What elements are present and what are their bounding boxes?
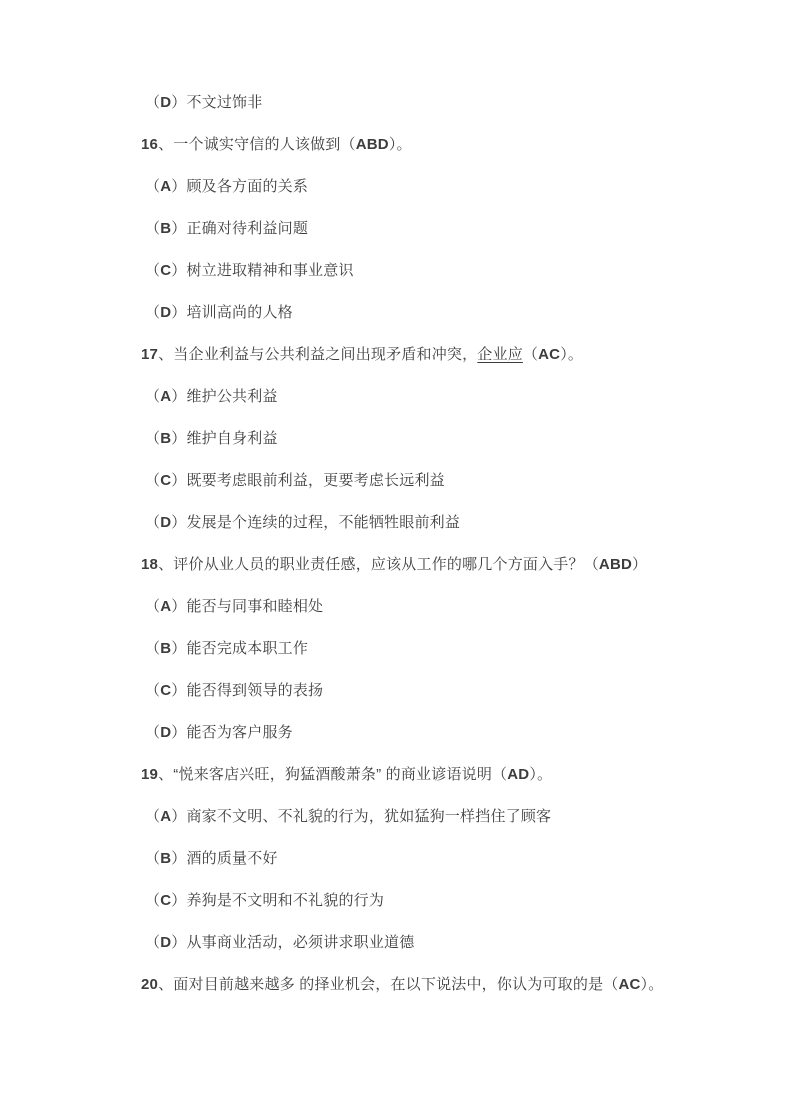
bold-text-segment: ABD — [355, 136, 389, 153]
bold-text-segment: C — [160, 472, 172, 489]
underlined-text-segment: 企业应 — [477, 346, 523, 363]
text-segment: 、“悦来客店兴旺，狗猛酒酸萧条” 的商业谚语说明（ — [158, 766, 508, 783]
text-segment: ）能否为客户服务 — [171, 724, 293, 741]
text-segment: ）既要考虑眼前利益，更要考虑长远利益 — [171, 472, 445, 489]
question-line — [141, 134, 750, 156]
text-segment: （ — [145, 808, 161, 825]
text-segment: （ — [145, 304, 161, 321]
bold-text-segment: D — [160, 724, 172, 741]
bold-text-segment: 18 — [141, 556, 159, 573]
text-segment: ）商家不文明、不礼貌的行为，犹如猛狗一样挡住了顾客 — [171, 808, 552, 825]
bold-text-segment: C — [160, 892, 172, 909]
option-line — [141, 218, 750, 240]
bold-text-segment: A — [160, 178, 172, 195]
text-segment: ）。 — [529, 766, 553, 783]
text-segment: ）顾及各方面的关系 — [171, 178, 309, 195]
option-line — [141, 260, 750, 282]
text-segment: （ — [145, 262, 161, 279]
text-segment: 、当企业利益与公共利益之间出现矛盾和冲突， — [158, 346, 478, 363]
bold-text-segment: A — [160, 388, 172, 405]
bold-text-segment: 16 — [141, 136, 159, 153]
text-segment: （ — [145, 178, 161, 195]
text-segment: 、面对目前越来越多 的择业机会，在以下说法中，你认为可取的是（ — [158, 976, 619, 993]
option-line — [141, 680, 750, 702]
question-line — [141, 554, 750, 576]
text-segment: ）正确对待利益问题 — [171, 220, 309, 237]
text-segment: （ — [145, 934, 161, 951]
bold-text-segment: A — [160, 598, 172, 615]
text-segment: （ — [145, 598, 161, 615]
text-segment: ） — [632, 556, 648, 573]
text-segment: （ — [145, 682, 161, 699]
bold-text-segment: A — [160, 808, 172, 825]
text-segment: ）维护自身利益 — [171, 430, 278, 447]
text-segment: （ — [145, 892, 161, 909]
option-line — [141, 890, 750, 912]
text-segment: ）酒的质量不好 — [171, 850, 278, 867]
bold-text-segment: B — [160, 850, 172, 867]
bold-text-segment: AC — [618, 976, 641, 993]
text-segment: （ — [145, 388, 161, 405]
option-line — [141, 428, 750, 450]
option-line — [141, 176, 750, 198]
option-line — [141, 386, 750, 408]
text-segment: （ — [145, 472, 161, 489]
text-segment: ）发展是个连续的过程，不能牺牲眼前利益 — [171, 514, 461, 531]
text-segment: ）培训高尚的人格 — [171, 304, 293, 321]
option-line — [141, 806, 750, 828]
bold-text-segment: AD — [507, 766, 530, 783]
bold-text-segment: C — [160, 262, 172, 279]
text-segment: ）不文过饰非 — [171, 94, 263, 111]
option-line — [141, 932, 750, 954]
bold-text-segment: 17 — [141, 346, 159, 363]
text-segment: ）能否与同事和睦相处 — [171, 598, 324, 615]
question-line — [141, 344, 750, 366]
text-segment: ）养狗是不文明和不礼貌的行为 — [171, 892, 385, 909]
bold-text-segment: B — [160, 220, 172, 237]
text-segment: （ — [145, 850, 161, 867]
bold-text-segment: AC — [538, 346, 561, 363]
option-line — [141, 848, 750, 870]
bold-text-segment: D — [160, 514, 172, 531]
option-line — [141, 512, 750, 534]
text-segment: ）。 — [388, 136, 412, 153]
bold-text-segment: D — [160, 304, 172, 321]
text-segment: （ — [145, 724, 161, 741]
option-line — [141, 302, 750, 324]
option-line — [141, 638, 750, 660]
text-segment: ）。 — [640, 976, 664, 993]
text-segment: ）维护公共利益 — [171, 388, 278, 405]
bold-text-segment: B — [160, 640, 172, 657]
bold-text-segment: D — [160, 934, 172, 951]
text-segment: （ — [145, 514, 161, 531]
text-segment: （ — [522, 346, 539, 363]
text-segment: ）能否得到领导的表扬 — [171, 682, 324, 699]
text-segment: ）树立进取精神和事业意识 — [171, 262, 354, 279]
text-segment: 、一个诚实守信的人该做到（ — [158, 136, 356, 153]
text-segment: （ — [145, 94, 161, 111]
text-segment: 、评价从业人员的职业责任感，应该从工作的哪几个方面入手？（ — [158, 556, 599, 573]
option-line — [141, 92, 750, 114]
bold-text-segment: 19 — [141, 766, 159, 783]
text-segment: ）。 — [560, 346, 584, 363]
text-segment: ）能否完成本职工作 — [171, 640, 309, 657]
text-segment: （ — [145, 220, 161, 237]
option-line — [141, 470, 750, 492]
option-line — [141, 722, 750, 744]
bold-text-segment: B — [160, 430, 172, 447]
bold-text-segment: 20 — [141, 976, 159, 993]
question-line — [141, 764, 750, 786]
option-line — [141, 596, 750, 618]
text-segment: ）从事商业活动，必须讲求职业道德 — [171, 934, 415, 951]
bold-text-segment: C — [160, 682, 172, 699]
bold-text-segment: D — [160, 94, 172, 111]
text-segment: （ — [145, 640, 161, 657]
bold-text-segment: ABD — [598, 556, 633, 573]
text-segment: （ — [145, 430, 161, 447]
question-line — [141, 974, 750, 996]
